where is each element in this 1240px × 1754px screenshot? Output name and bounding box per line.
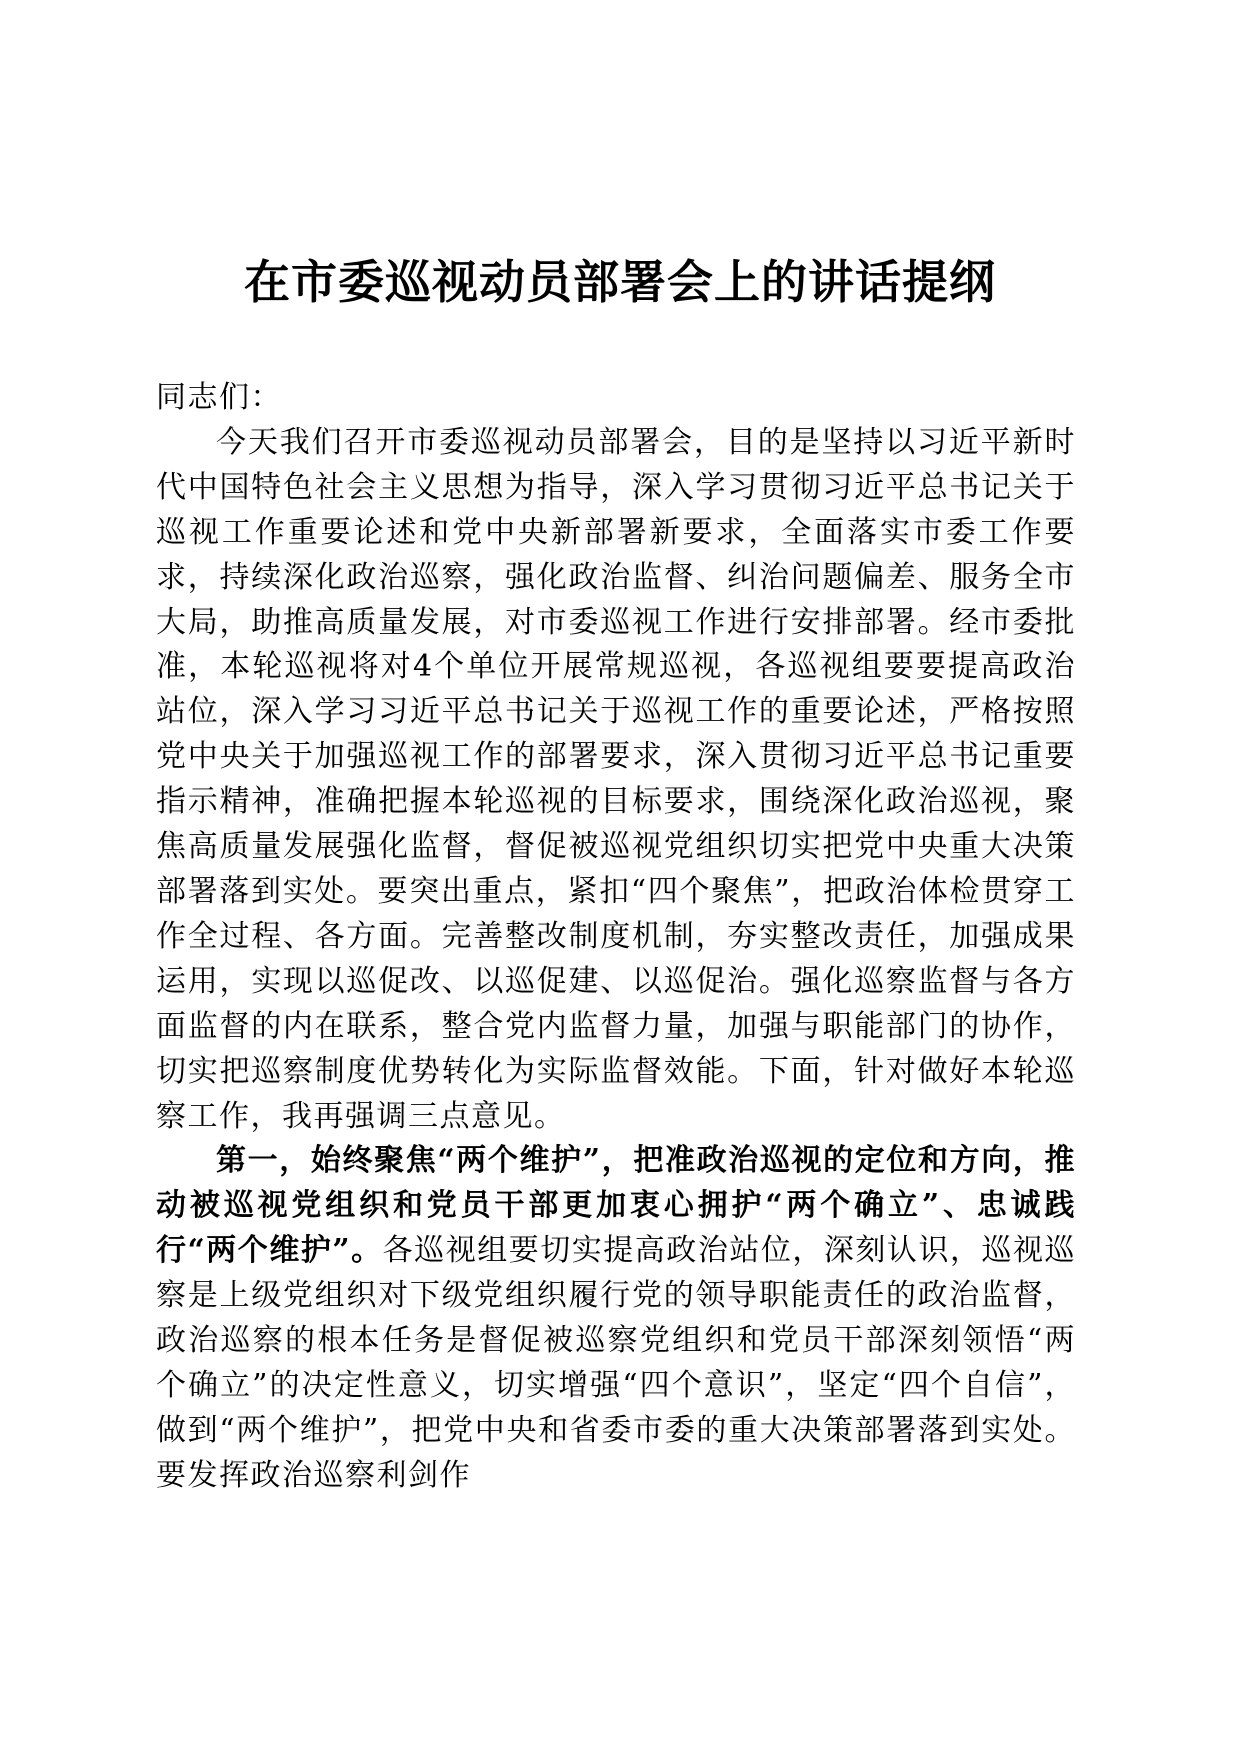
paragraph-first-point: [156, 1139, 1076, 1498]
first-point-text: 各巡视组要切实提高政治站位，深刻认识，巡视巡察是上级党组织对下级党组织履行党的领导职能责任的政治监督，政治巡察的根本任务是督促被巡察党组织和党员干部深刻领悟“两个确立”的决定性意义，切实增强“四个意识”，坚定“四个自信”，做到“两个维护”，把党中央和省委市委的重大决策部署落到实处。要发挥政治巡察利剑作: [156, 1233, 1077, 1493]
paragraph-intro: 今天我们召开市委巡视动员部署会，目的是坚持以习近平新时代中国特色社会主义思想为指导，深入学习贯彻习近平总书记关于巡视工作重要论述和党中央新部署新要求，全面落实市委工作要求，持续深化政治巡察，强化政治监督、纠治问题偏差、服务全市大局，助推高质量发展，对市委巡视工作进行安排部署。经市委批准，本轮巡视将对4个单位开展常规巡视，各巡视组要要提高政治站位，深入学习习近平总书记关于巡视工作的重要论述，严格按照党中央关于加强巡视工作的部署要求，深入贯彻习近平总书记重要指示精神，准确把握本轮巡视的目标要求，围绕深化政治巡视，聚焦高质量发展强化监督，督促被巡视党组织切实把党中央重大决策部署落到实处。要突出重点，紧扣“四个聚焦”，把政治体检贯穿工作全过程、各方面。完善整改制度机制，夯实整改责任，加强成果运用，实现以巡促改、以巡促建、以巡促治。强化巡察监督与各方面监督的内在联系，整合党内监督力量，加强与职能部门的协作，切实把巡察制度优势转化为实际监督效能。下面，针对做好本轮巡察工作，我再强调三点意见。: [156, 424, 1076, 1134]
salutation: 同志们：: [156, 380, 282, 415]
first-point-heading: 第一，始终聚焦“两个维护”，把准政治巡视的定位和方向，推动被巡视党组织和党员干部更加衷心拥护“两个确立”、忠诚践行“两个维护”。: [156, 1143, 1076, 1269]
document-body: [156, 376, 1076, 1499]
document-title: 在市委巡视动员部署会上的讲话提纲: [244, 255, 996, 309]
